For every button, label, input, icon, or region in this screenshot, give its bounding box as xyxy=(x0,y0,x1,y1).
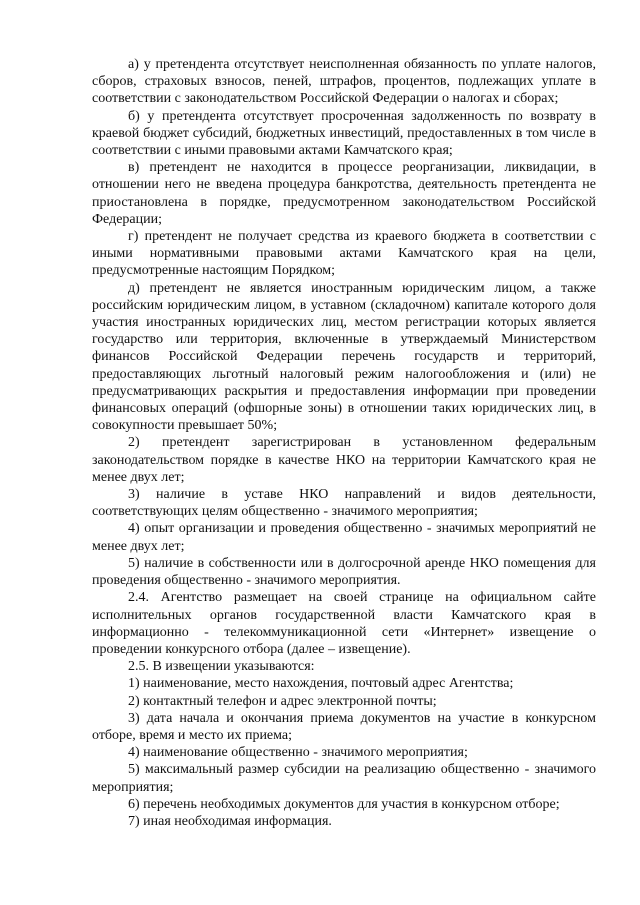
condition-d-paragraph: д) претендент не является иностранным юридическим лицом, а также российским юридическим лицом, в уставном (складочном) капитале которого доля участия иностранных юридических лиц, местом регистрации которых является государство или территория, включенные в утверждаемый Министерством финансов Российской Федерации перечень государств и территорий, предоставляющих льготный налоговый режим налогообложения и (или) не предусматривающих раскрытия и предоставления информации при проведении финансовых операций (офшорные зоны) в отношении таких юридических лиц, в совокупности превышает 50%; xyxy=(92,280,596,434)
condition-b-paragraph: б) у претендента отсутствует просроченная задолженность по возврату в краевой бюджет субсидий, бюджетных инвестиций, предоставленных в том числе в соответствии с иными правовыми актами Камчатского края; xyxy=(92,108,596,159)
notice-item-2: 2) контактный телефон и адрес электронной почты; xyxy=(128,693,437,709)
section-2-5-heading: 2.5. В извещении указываются: xyxy=(128,659,315,675)
condition-g-paragraph: г) претендент не получает средства из краевого бюджета в соответствии с иными нормативными правовыми актами Камчатского края на цели, предусмотренные настоящим Порядком; xyxy=(92,229,596,279)
requirement-3-paragraph: 3) наличие в уставе НКО направлений и видов деятельности, соответствующих целям общественно - значимого мероприятия; xyxy=(92,487,596,520)
condition-v-paragraph: в) претендент не находится в процессе реорганизации, ликвидации, в отношении него не введена процедура банкротства, деятельность претендента не приостановлена в порядке, предусмотренном законодательством Российской Федерации; xyxy=(92,160,596,227)
notice-item-7: 7) иная необходимая информация. xyxy=(128,813,332,829)
notice-item-6: 6) перечень необходимых документов для участия в конкурсном отборе; xyxy=(128,796,560,812)
document-page xyxy=(92,56,596,830)
condition-a-paragraph: а) у претендента отсутствует неисполненная обязанность по уплате налогов, сборов, страховых взносов, пеней, штрафов, процентов, подлежащих уплате в соответствии с законодательством Российской Федерации о налогах и сборах; xyxy=(92,57,596,107)
requirement-2-paragraph: 2) претендент зарегистрирован в установленном федеральным законодательством порядке в качестве НКО на территории Камчатского края не менее двух лет; xyxy=(92,435,596,485)
requirement-4-paragraph: 4) опыт организации и проведения общественно - значимых мероприятий не менее двух лет; xyxy=(92,521,596,554)
section-2-4-paragraph: 2.4. Агентство размещает на своей странице на официальном сайте исполнительных органов государственной власти Камчатского края в информационно - телекоммуникационной сети «Интернет» извещение о проведении конкурсного отбора (далее – извещение). xyxy=(92,590,596,657)
requirement-5-paragraph: 5) наличие в собственности или в долгосрочной аренде НКО помещения для проведения общественно - значимого мероприятия. xyxy=(92,555,596,589)
notice-item-3: 3) дата начала и окончания приема документов на участие в конкурсном отборе, время и место их приема; xyxy=(92,710,596,743)
notice-item-4: 4) наименование общественно - значимого мероприятия; xyxy=(128,745,468,761)
notice-item-1: 1) наименование, место нахождения, почтовый адрес Агентства; xyxy=(128,676,514,692)
notice-item-5: 5) максимальный размер субсидии на реализацию общественно - значимого мероприятия; xyxy=(92,762,596,795)
